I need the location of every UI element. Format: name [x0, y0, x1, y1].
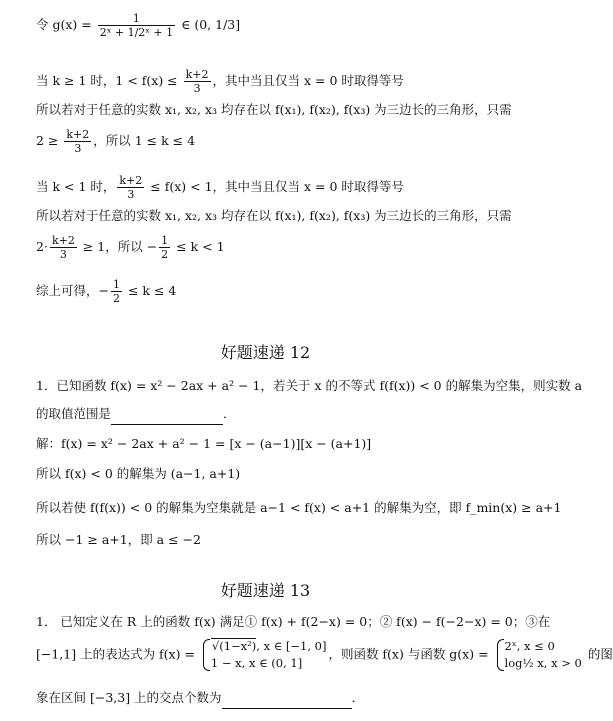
line-result-1: 2 ≥ $\frac{k+2}{3}$ ，所以 1 ≤ k ≤ 4: [36, 128, 196, 155]
fraction: $\frac{k+2}{3}$: [119, 174, 143, 201]
fraction: $\frac{k+2}{3}$: [51, 234, 75, 261]
solution-12-line-3: 所以若使 f(f(x)) < 0 的解集为空集就是 a−1 < f(x) < a+1 的解集为空，即 f_min(x) ≥ a+1: [36, 500, 562, 515]
solution-12-line-1: 解：f(x) = x² − 2ax + a² − 1 = [x − (a−1)][x − (a+1)]: [36, 436, 372, 451]
solution-12-line-2: 所以 f(x) < 0 的解集为 (a−1, a+1): [36, 466, 241, 481]
line-g-definition: [36, 12, 240, 39]
g-piecewise: 2ˣ, x ≤ 0 log½ x, x > 0: [495, 638, 582, 672]
section-title-13: 好题速递 13: [220, 581, 311, 600]
text: 令 g(x) =: [36, 17, 96, 32]
line-triangle-condition-2: 所以若对于任意的实数 x₁, x₂, x₃ 均存在以 f(x₁), f(x₂), f(x₃) 为三边长的三角形，只需: [36, 208, 512, 223]
line-triangle-condition: 所以若对于任意的实数 x₁, x₂, x₃ 均存在以 f(x₁), f(x₂), f(x₃) 为三边长的三角形，只需: [36, 102, 512, 117]
line-case-k-lt-1: 当 k < 1 时， $\frac{k+2}{3}$ ≤ f(x) < 1，其中当且仅当 x = 0 时取得等号: [36, 174, 404, 201]
problem-12-statement: 1．已知函数 f(x) = x² − 2ax + a² − 1，若关于 x 的不等式 f(f(x)) < 0 的解集为空集，则实数 a: [36, 378, 583, 393]
text: ∈ (0, 1/3]: [177, 17, 241, 32]
fraction: $\frac{1}{2}$: [112, 278, 120, 305]
problem-13-statement-end: 象在区间 [−3,3] 上的交点个数为 ．: [36, 690, 364, 709]
line-result-2: 2· $\frac{k+2}{3}$ ≥ 1，所以 − $\frac{1}{2}$ ≤ k < 1: [36, 234, 225, 261]
line-conclusion: 综上可得，− $\frac{1}{2}$ ≤ k ≤ 4: [36, 278, 177, 305]
solution-12-line-4: 所以 −1 ≥ a+1，即 a ≤ −2: [36, 532, 201, 547]
fraction: $\frac{1}{\text{2ˣ + 1/2ˣ + 1}}$: [99, 12, 174, 39]
fraction: $\frac{1}{2}$: [161, 234, 169, 261]
problem-12-statement-cont: 的取值范围是 ．: [36, 406, 236, 425]
answer-blank: [111, 408, 223, 425]
section-title-12: 好题速递 12: [220, 343, 311, 362]
problem-13-statement: 1． 已知定义在 R 上的函数 f(x) 满足① f(x) + f(2−x) = 0；② f(x) − f(−2−x) = 0；③在: [36, 614, 551, 629]
fraction: $\frac{k+2}{3}$: [185, 68, 209, 95]
answer-blank: [222, 692, 352, 709]
f-piecewise: √(1−x²), x ∈ [−1, 0] 1 − x, x ∈ (0, 1]: [201, 638, 327, 672]
fraction: $\frac{k+2}{3}$: [66, 128, 90, 155]
line-case-k-ge-1: 当 k ≥ 1 时，1 < f(x) ≤ $\frac{k+2}{3}$ ，其中当且仅当 x = 0 时取得等号: [36, 68, 404, 95]
problem-13-piecewise-line: [−1,1] 上的表达式为 f(x) = √(1−x²), x ∈ [−1, 0] 1 − x, x ∈ (0, 1] ，则函数 f(x) 与函数 g(x) = 2ˣ, x ≤ 0 log½ x, x > 0 的图: [36, 639, 613, 670]
